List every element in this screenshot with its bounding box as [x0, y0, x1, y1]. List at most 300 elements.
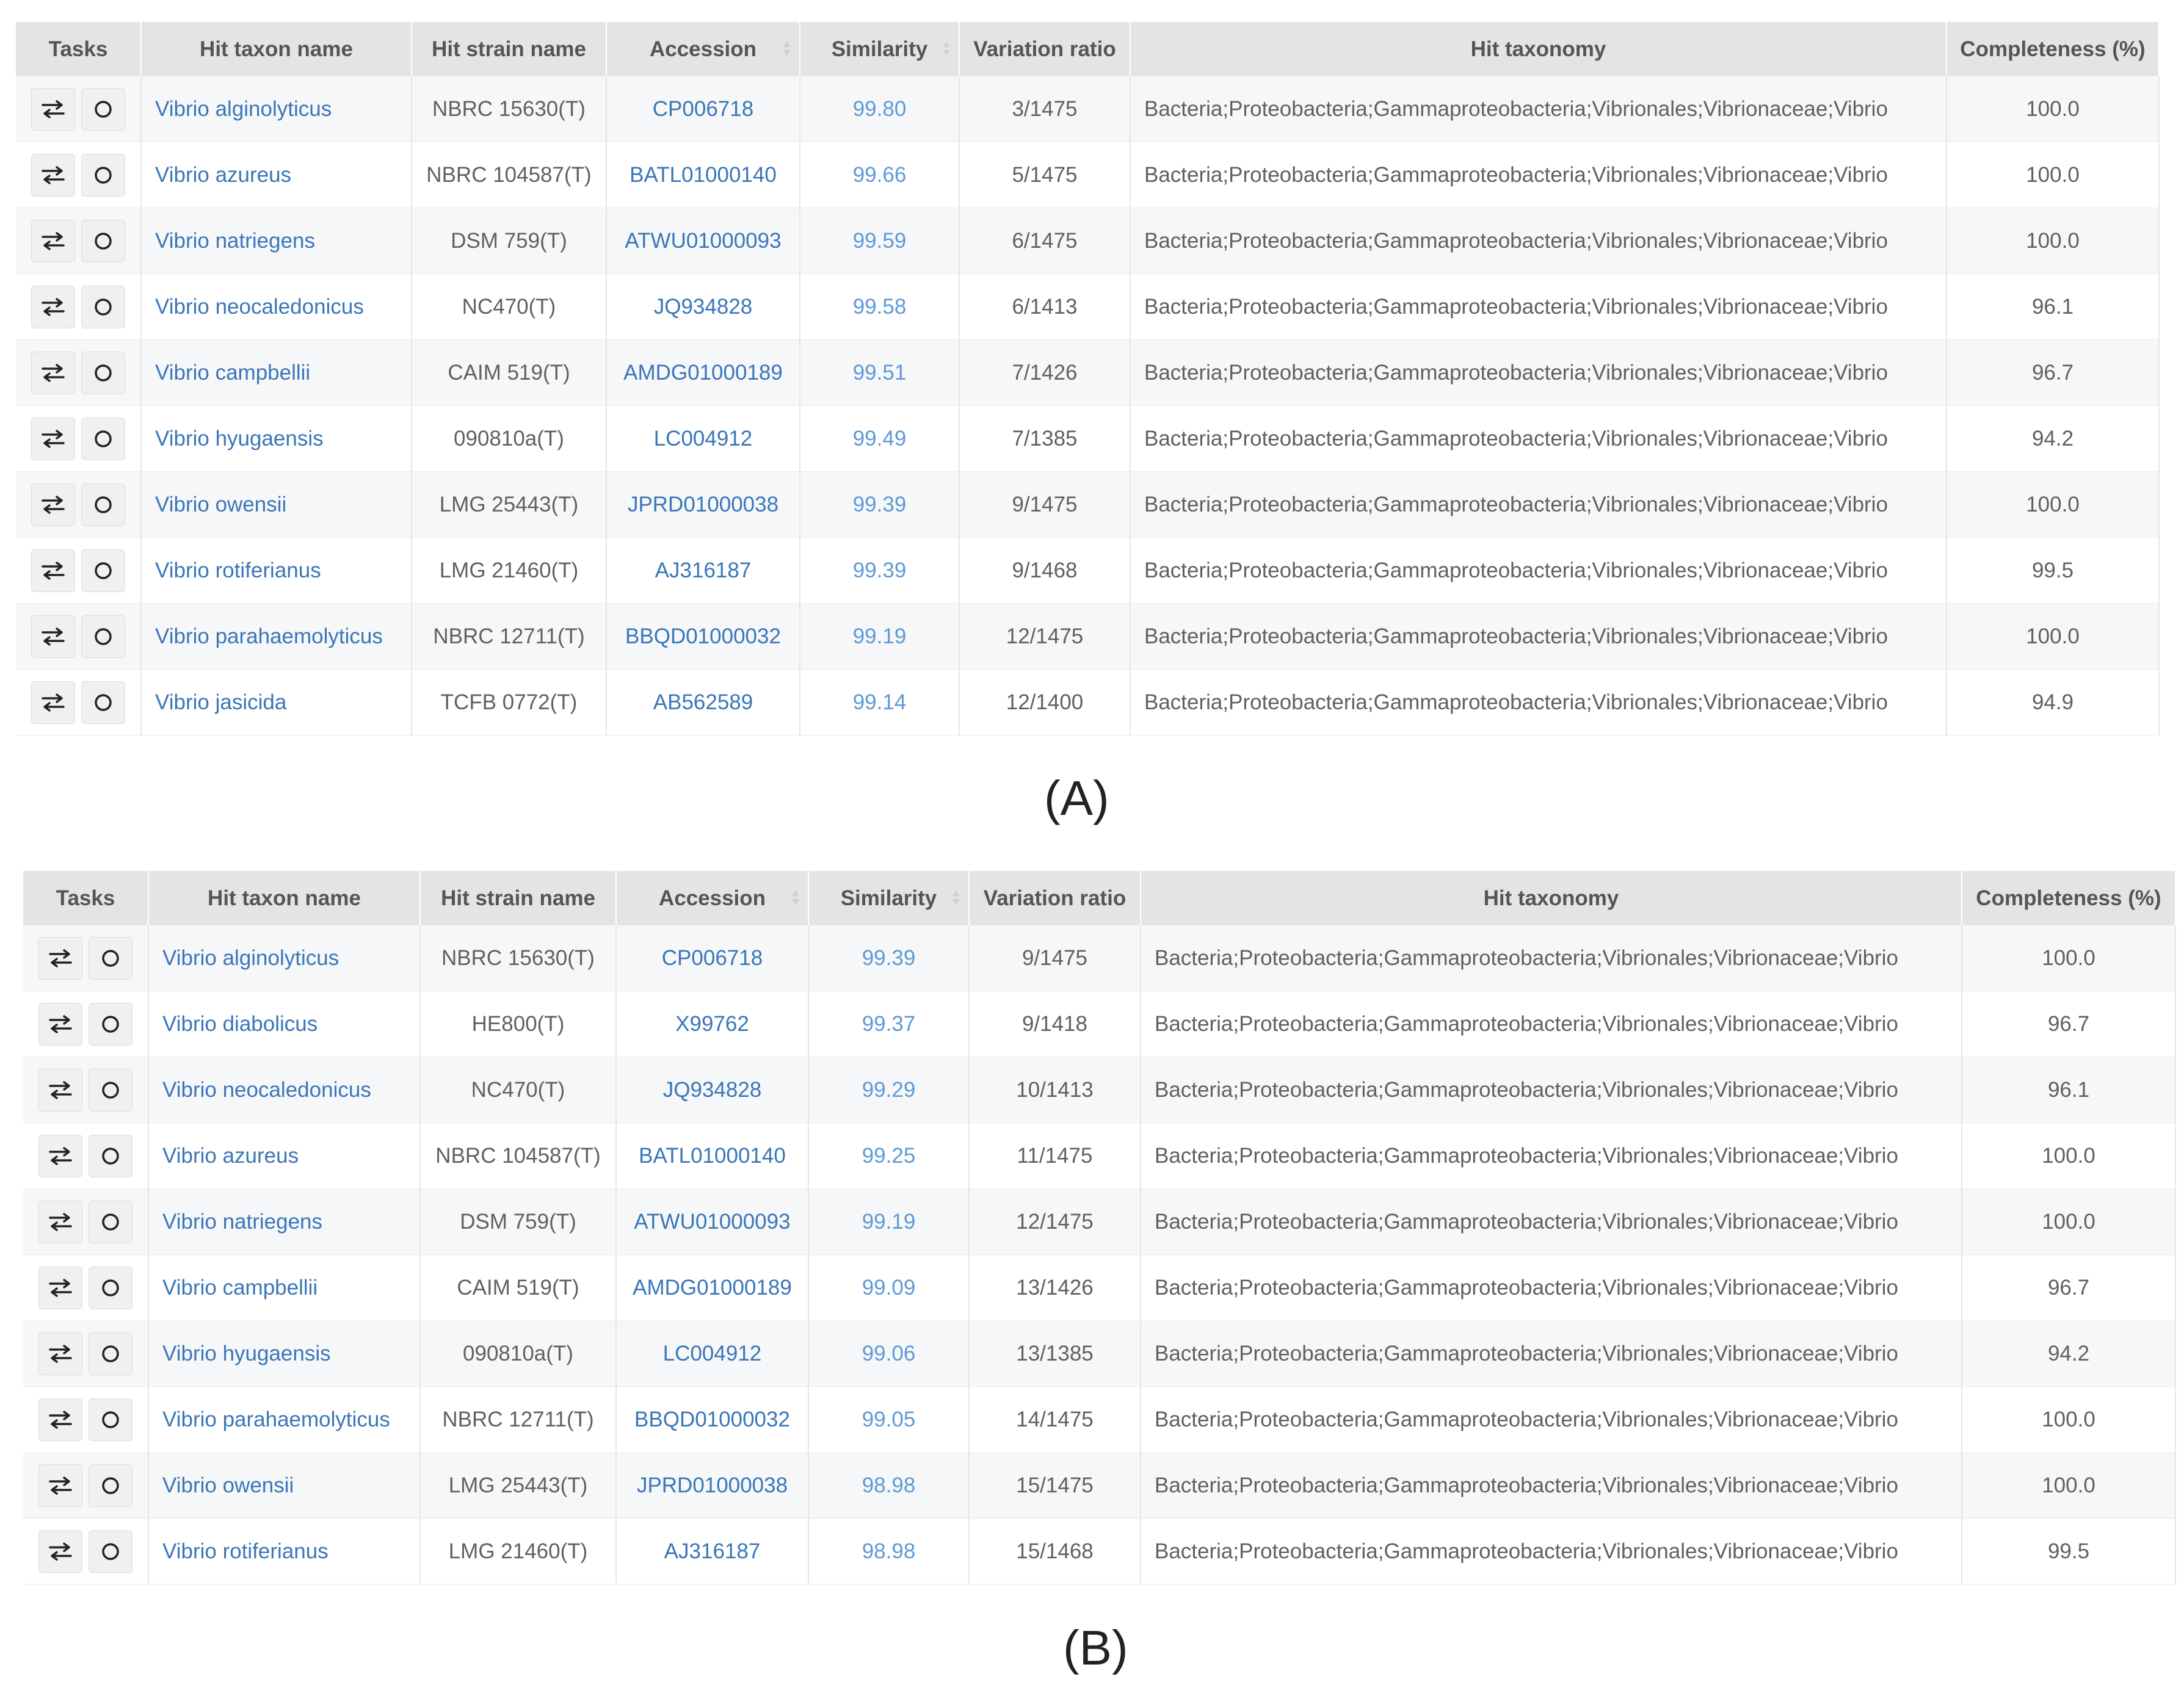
strain-cell: DSM 759(T)	[412, 208, 606, 274]
variation-cell: 3/1475	[959, 76, 1130, 142]
strain-cell: DSM 759(T)	[420, 1189, 616, 1255]
taxonomy-cell: Bacteria;Proteobacteria;Gammaproteobacteria;Vibrionales;Vibrionaceae;Vibrio	[1141, 1255, 1962, 1321]
variation-cell: 9/1418	[969, 991, 1141, 1057]
taxon-cell	[141, 340, 412, 406]
tasks-cell	[23, 1519, 148, 1585]
taxon-cell	[148, 1189, 420, 1255]
accession-cell	[616, 1519, 808, 1585]
accession-link[interactable]: AMDG01000189	[633, 1275, 792, 1300]
table-row	[23, 1387, 2175, 1453]
accession-cell	[606, 142, 800, 208]
table-row	[23, 1321, 2175, 1387]
taxon-cell	[141, 76, 412, 142]
col-header-taxonomy: Hit taxonomy	[1130, 22, 1946, 76]
completeness-cell: 100.0	[1946, 76, 2159, 142]
circle-select-icon	[93, 297, 114, 317]
variation-cell: 6/1475	[959, 208, 1130, 274]
swap-arrows-icon	[41, 99, 65, 119]
col-header-accession-label: Accession	[649, 37, 757, 61]
select-button[interactable]	[81, 88, 125, 131]
table-row	[16, 76, 2159, 142]
accession-link[interactable]: ATWU01000093	[625, 228, 782, 253]
swap-arrows-icon	[41, 165, 65, 185]
accession-cell	[606, 472, 800, 538]
table-row	[23, 1057, 2175, 1123]
swap-button[interactable]	[31, 418, 75, 460]
similarity-cell	[808, 1387, 969, 1453]
tasks-cell	[23, 925, 148, 991]
variation-cell: 14/1475	[969, 1387, 1141, 1453]
similarity-value: 99.59	[852, 228, 907, 253]
accession-link[interactable]: CP006718	[652, 96, 754, 121]
select-button[interactable]	[81, 681, 125, 724]
accession-cell	[606, 406, 800, 472]
variation-cell: 7/1385	[959, 406, 1130, 472]
select-button[interactable]	[81, 418, 125, 460]
swap-arrows-icon	[48, 1278, 73, 1298]
accession-link[interactable]: BATL01000140	[629, 162, 777, 187]
accession-link[interactable]: JPRD01000038	[636, 1473, 788, 1497]
table-row	[16, 472, 2159, 538]
swap-button[interactable]	[38, 1069, 82, 1112]
tasks-cell	[23, 1123, 148, 1189]
accession-cell	[606, 340, 800, 406]
circle-select-icon	[93, 692, 114, 713]
accession-cell	[606, 76, 800, 142]
taxonomy-cell: Bacteria;Proteobacteria;Gammaproteobacteria;Vibrionales;Vibrionaceae;Vibrio	[1141, 1453, 1962, 1519]
accession-link[interactable]: ATWU01000093	[634, 1209, 791, 1234]
accession-link[interactable]: AMDG01000189	[623, 360, 783, 385]
select-button[interactable]	[89, 1201, 132, 1243]
completeness-cell: 96.1	[1946, 274, 2159, 340]
taxon-link[interactable]: Vibrio rotiferianus	[155, 558, 321, 582]
taxonomy-cell: Bacteria;Proteobacteria;Gammaproteobacteria;Vibrionales;Vibrionaceae;Vibrio	[1130, 274, 1946, 340]
similarity-value: 99.29	[862, 1077, 916, 1102]
completeness-cell: 96.7	[1946, 340, 2159, 406]
variation-cell: 12/1475	[959, 604, 1130, 670]
accession-link[interactable]: BBQD01000032	[634, 1407, 790, 1431]
col-header-similarity[interactable]	[808, 871, 969, 925]
accession-cell	[616, 1387, 808, 1453]
select-button[interactable]	[89, 1003, 132, 1046]
strain-cell: NC470(T)	[412, 274, 606, 340]
accession-link[interactable]: X99762	[675, 1011, 749, 1036]
variation-cell: 7/1426	[959, 340, 1130, 406]
similarity-value: 99.37	[862, 1011, 916, 1036]
completeness-cell: 94.2	[1946, 406, 2159, 472]
taxonomy-cell: Bacteria;Proteobacteria;Gammaproteobacteria;Vibrionales;Vibrionaceae;Vibrio	[1130, 670, 1946, 736]
similarity-cell	[800, 538, 959, 604]
sort-icon[interactable]	[952, 889, 959, 908]
taxon-cell	[148, 1387, 420, 1453]
circle-select-icon	[100, 1014, 121, 1035]
taxonomy-cell: Bacteria;Proteobacteria;Gammaproteobacteria;Vibrionales;Vibrionaceae;Vibrio	[1141, 1123, 1962, 1189]
taxon-link[interactable]: Vibrio neocaledonicus	[162, 1077, 371, 1102]
similarity-cell	[808, 991, 969, 1057]
swap-button[interactable]	[38, 1332, 82, 1375]
strain-cell: NBRC 12711(T)	[412, 604, 606, 670]
strain-cell: CAIM 519(T)	[420, 1255, 616, 1321]
similarity-value: 99.49	[852, 426, 907, 450]
taxon-cell	[141, 208, 412, 274]
taxon-cell	[141, 604, 412, 670]
strain-cell: NBRC 12711(T)	[420, 1387, 616, 1453]
strain-cell: CAIM 519(T)	[412, 340, 606, 406]
similarity-value: 99.19	[862, 1209, 916, 1234]
accession-cell	[616, 1255, 808, 1321]
similarity-value: 99.39	[852, 558, 907, 582]
taxon-link[interactable]: Vibrio alginolyticus	[162, 945, 339, 970]
select-button[interactable]	[89, 1332, 132, 1375]
completeness-cell: 100.0	[1946, 208, 2159, 274]
table-row	[23, 1255, 2175, 1321]
similarity-cell	[800, 274, 959, 340]
strain-cell: NBRC 15630(T)	[420, 925, 616, 991]
accession-link[interactable]: JPRD01000038	[627, 492, 779, 516]
accession-cell	[606, 604, 800, 670]
tasks-cell	[16, 538, 141, 604]
select-button[interactable]	[81, 483, 125, 526]
circle-select-icon	[93, 494, 114, 515]
completeness-cell: 94.2	[1962, 1321, 2175, 1387]
taxon-cell	[141, 406, 412, 472]
accession-cell	[616, 991, 808, 1057]
header-row	[16, 22, 2159, 76]
table-row	[16, 208, 2159, 274]
col-header-completeness: Completeness (%)	[1962, 871, 2175, 925]
taxon-link[interactable]: Vibrio natriegens	[162, 1209, 323, 1234]
swap-arrows-icon	[48, 1476, 73, 1495]
circle-select-icon	[93, 231, 114, 251]
circle-select-icon	[100, 1475, 121, 1496]
taxon-link[interactable]: Vibrio azureus	[155, 162, 292, 187]
similarity-cell	[800, 340, 959, 406]
circle-select-icon	[93, 363, 114, 383]
swap-button[interactable]	[31, 220, 75, 262]
select-button[interactable]	[81, 286, 125, 328]
select-button[interactable]	[81, 220, 125, 262]
variation-cell: 6/1413	[959, 274, 1130, 340]
similarity-value: 99.14	[852, 690, 907, 714]
select-button[interactable]	[89, 1398, 132, 1441]
swap-arrows-icon	[41, 231, 65, 251]
select-button[interactable]	[81, 154, 125, 197]
strain-cell: LMG 25443(T)	[420, 1453, 616, 1519]
select-button[interactable]	[89, 1267, 132, 1309]
similarity-cell	[800, 670, 959, 736]
similarity-cell	[800, 604, 959, 670]
taxon-cell	[148, 1123, 420, 1189]
swap-arrows-icon	[48, 1080, 73, 1100]
swap-button[interactable]	[38, 1267, 82, 1309]
tasks-cell	[16, 274, 141, 340]
accession-link[interactable]: LC004912	[653, 426, 753, 450]
strain-cell: LMG 25443(T)	[412, 472, 606, 538]
tasks-cell	[16, 670, 141, 736]
completeness-cell: 100.0	[1962, 1123, 2175, 1189]
completeness-cell: 99.5	[1962, 1519, 2175, 1585]
tasks-cell	[16, 142, 141, 208]
accession-cell	[606, 670, 800, 736]
col-header-variation: Variation ratio	[959, 22, 1130, 76]
tasks-cell	[16, 340, 141, 406]
accession-cell	[616, 1453, 808, 1519]
circle-select-icon	[100, 1146, 121, 1166]
swap-button[interactable]	[31, 88, 75, 131]
accession-cell	[616, 1189, 808, 1255]
panel-caption-b: (B)	[1063, 1621, 1128, 1675]
col-header-variation: Variation ratio	[969, 871, 1141, 925]
swap-button[interactable]	[38, 937, 82, 980]
swap-button[interactable]	[38, 1201, 82, 1243]
variation-cell: 5/1475	[959, 142, 1130, 208]
similarity-value: 99.06	[862, 1341, 916, 1365]
accession-link[interactable]: JQ934828	[653, 294, 753, 319]
similarity-cell	[800, 406, 959, 472]
swap-button[interactable]	[38, 1464, 82, 1507]
col-header-accession[interactable]	[606, 22, 800, 76]
taxon-link[interactable]: Vibrio alginolyticus	[155, 96, 332, 121]
tasks-cell	[16, 472, 141, 538]
select-button[interactable]	[81, 549, 125, 592]
circle-select-icon	[93, 560, 114, 581]
similarity-value: 99.39	[852, 492, 907, 516]
taxon-cell	[148, 1519, 420, 1585]
select-button[interactable]	[81, 352, 125, 394]
swap-arrows-icon	[41, 495, 65, 515]
col-header-similarity-label: Similarity	[831, 37, 928, 61]
taxon-cell	[148, 1321, 420, 1387]
swap-arrows-icon	[41, 627, 65, 646]
taxon-cell	[148, 991, 420, 1057]
taxon-link[interactable]: Vibrio natriegens	[155, 228, 316, 253]
taxon-link[interactable]: Vibrio campbellii	[155, 360, 311, 385]
taxonomy-cell: Bacteria;Proteobacteria;Gammaproteobacteria;Vibrionales;Vibrionaceae;Vibrio	[1130, 76, 1946, 142]
select-button[interactable]	[89, 937, 132, 980]
tasks-cell	[23, 1321, 148, 1387]
select-button[interactable]	[81, 615, 125, 658]
circle-select-icon	[100, 1409, 121, 1430]
results-table	[23, 871, 2176, 1585]
taxon-link[interactable]: Vibrio rotiferianus	[162, 1539, 328, 1563]
tasks-cell	[23, 1057, 148, 1123]
col-header-taxon: Hit taxon name	[148, 871, 420, 925]
taxon-link[interactable]: Vibrio parahaemolyticus	[162, 1407, 390, 1431]
swap-button[interactable]	[31, 681, 75, 724]
accession-link[interactable]: BATL01000140	[639, 1143, 786, 1168]
similarity-cell	[800, 472, 959, 538]
similarity-cell	[808, 1057, 969, 1123]
variation-cell: 13/1426	[969, 1255, 1141, 1321]
strain-cell: NBRC 104587(T)	[420, 1123, 616, 1189]
swap-button[interactable]	[38, 1398, 82, 1441]
taxon-cell	[141, 472, 412, 538]
swap-button[interactable]	[38, 1530, 82, 1573]
circle-select-icon	[100, 1343, 121, 1364]
similarity-cell	[800, 142, 959, 208]
table-body	[16, 76, 2159, 736]
accession-cell	[606, 274, 800, 340]
swap-button[interactable]	[31, 154, 75, 197]
circle-select-icon	[93, 626, 114, 647]
completeness-cell: 100.0	[1962, 1189, 2175, 1255]
accession-cell	[616, 925, 808, 991]
variation-cell: 9/1475	[969, 925, 1141, 991]
tasks-cell	[23, 991, 148, 1057]
completeness-cell: 100.0	[1962, 1387, 2175, 1453]
completeness-cell: 100.0	[1962, 925, 2175, 991]
similarity-cell	[808, 1255, 969, 1321]
strain-cell: TCFB 0772(T)	[412, 670, 606, 736]
taxonomy-cell: Bacteria;Proteobacteria;Gammaproteobacteria;Vibrionales;Vibrionaceae;Vibrio	[1141, 1189, 1962, 1255]
taxonomy-cell: Bacteria;Proteobacteria;Gammaproteobacteria;Vibrionales;Vibrionaceae;Vibrio	[1130, 208, 1946, 274]
similarity-cell	[808, 1453, 969, 1519]
swap-button[interactable]	[38, 1003, 82, 1046]
table-row	[23, 1519, 2175, 1585]
table-row	[23, 1453, 2175, 1519]
circle-select-icon	[100, 1212, 121, 1232]
accession-link[interactable]: LC004912	[662, 1341, 762, 1365]
circle-select-icon	[100, 1541, 121, 1562]
similarity-cell	[808, 1321, 969, 1387]
similarity-cell	[808, 1189, 969, 1255]
taxonomy-cell: Bacteria;Proteobacteria;Gammaproteobacteria;Vibrionales;Vibrionaceae;Vibrio	[1130, 142, 1946, 208]
table-row	[16, 406, 2159, 472]
circle-select-icon	[100, 1080, 121, 1101]
table-row	[16, 142, 2159, 208]
taxon-cell	[141, 274, 412, 340]
similarity-value: 99.58	[852, 294, 907, 319]
circle-select-icon	[100, 1278, 121, 1298]
accession-link[interactable]: JQ934828	[662, 1077, 762, 1102]
swap-arrows-icon	[41, 693, 65, 712]
swap-button[interactable]	[31, 549, 75, 592]
accession-link[interactable]: AJ316187	[655, 558, 752, 582]
accession-link[interactable]: AJ316187	[664, 1539, 761, 1563]
table-row	[23, 1123, 2175, 1189]
similarity-value: 99.39	[862, 945, 916, 970]
taxon-cell	[141, 670, 412, 736]
col-header-completeness: Completeness (%)	[1946, 22, 2159, 76]
col-header-strain: Hit strain name	[412, 22, 606, 76]
sort-icon[interactable]	[792, 889, 798, 908]
completeness-cell: 96.7	[1962, 991, 2175, 1057]
taxon-link[interactable]: Vibrio azureus	[162, 1143, 299, 1168]
similarity-value: 99.51	[852, 360, 907, 385]
completeness-cell: 100.0	[1946, 604, 2159, 670]
taxon-link[interactable]: Vibrio hyugaensis	[162, 1341, 331, 1365]
taxonomy-cell: Bacteria;Proteobacteria;Gammaproteobacteria;Vibrionales;Vibrionaceae;Vibrio	[1130, 538, 1946, 604]
similarity-cell	[808, 925, 969, 991]
similarity-value: 98.98	[862, 1539, 916, 1563]
select-button[interactable]	[89, 1135, 132, 1177]
col-header-accession[interactable]	[616, 871, 808, 925]
taxonomy-cell: Bacteria;Proteobacteria;Gammaproteobacteria;Vibrionales;Vibrionaceae;Vibrio	[1141, 1519, 1962, 1585]
taxonomy-cell: Bacteria;Proteobacteria;Gammaproteobacteria;Vibrionales;Vibrionaceae;Vibrio	[1141, 991, 1962, 1057]
results-table	[16, 22, 2160, 736]
swap-button[interactable]	[31, 483, 75, 526]
strain-cell: NBRC 104587(T)	[412, 142, 606, 208]
circle-select-icon	[93, 99, 114, 120]
swap-button[interactable]	[31, 286, 75, 328]
accession-link[interactable]: CP006718	[661, 945, 763, 970]
taxon-cell	[148, 1057, 420, 1123]
swap-arrows-icon	[41, 363, 65, 383]
circle-select-icon	[93, 428, 114, 449]
taxon-link[interactable]: Vibrio parahaemolyticus	[155, 624, 383, 648]
table-body	[23, 925, 2175, 1585]
select-button[interactable]	[89, 1530, 132, 1573]
taxon-cell	[141, 142, 412, 208]
results-panel-a	[16, 22, 2159, 736]
table-row	[23, 991, 2175, 1057]
completeness-cell: 100.0	[1962, 1453, 2175, 1519]
accession-cell	[616, 1057, 808, 1123]
taxon-link[interactable]: Vibrio diabolicus	[162, 1011, 318, 1036]
similarity-value: 98.98	[862, 1473, 916, 1497]
taxon-link[interactable]: Vibrio neocaledonicus	[155, 294, 364, 319]
tasks-cell	[16, 406, 141, 472]
taxon-link[interactable]: Vibrio hyugaensis	[155, 426, 324, 450]
col-header-strain: Hit strain name	[420, 871, 616, 925]
swap-arrows-icon	[48, 1344, 73, 1364]
col-header-similarity-label: Similarity	[840, 886, 937, 910]
sort-icon[interactable]	[783, 40, 789, 59]
select-button[interactable]	[89, 1069, 132, 1112]
sort-icon[interactable]	[943, 40, 949, 59]
strain-cell: NBRC 15630(T)	[412, 76, 606, 142]
taxonomy-cell: Bacteria;Proteobacteria;Gammaproteobacteria;Vibrionales;Vibrionaceae;Vibrio	[1141, 1387, 1962, 1453]
tasks-cell	[23, 1255, 148, 1321]
strain-cell: 090810a(T)	[412, 406, 606, 472]
accession-link[interactable]: AB562589	[653, 690, 753, 714]
taxon-link[interactable]: Vibrio owensii	[155, 492, 287, 516]
similarity-value: 99.19	[852, 624, 907, 648]
variation-cell: 12/1475	[969, 1189, 1141, 1255]
taxon-link[interactable]: Vibrio jasicida	[155, 690, 287, 714]
variation-cell: 11/1475	[969, 1123, 1141, 1189]
strain-cell: HE800(T)	[420, 991, 616, 1057]
variation-cell: 13/1385	[969, 1321, 1141, 1387]
col-header-similarity[interactable]	[800, 22, 959, 76]
taxon-link[interactable]: Vibrio owensii	[162, 1473, 294, 1497]
circle-select-icon	[100, 948, 121, 969]
taxonomy-cell: Bacteria;Proteobacteria;Gammaproteobacteria;Vibrionales;Vibrionaceae;Vibrio	[1141, 1321, 1962, 1387]
accession-link[interactable]: BBQD01000032	[625, 624, 781, 648]
taxonomy-cell: Bacteria;Proteobacteria;Gammaproteobacteria;Vibrionales;Vibrionaceae;Vibrio	[1141, 925, 1962, 991]
swap-button[interactable]	[31, 352, 75, 394]
completeness-cell: 96.1	[1962, 1057, 2175, 1123]
swap-button[interactable]	[38, 1135, 82, 1177]
taxon-cell	[141, 538, 412, 604]
taxon-link[interactable]: Vibrio campbellii	[162, 1275, 318, 1300]
col-header-taxon: Hit taxon name	[141, 22, 412, 76]
accession-cell	[606, 208, 800, 274]
tasks-cell	[23, 1387, 148, 1453]
completeness-cell: 100.0	[1946, 142, 2159, 208]
header-row	[23, 871, 2175, 925]
strain-cell: LMG 21460(T)	[420, 1519, 616, 1585]
col-header-accession-label: Accession	[658, 886, 766, 910]
swap-button[interactable]	[31, 615, 75, 658]
tasks-cell	[16, 76, 141, 142]
select-button[interactable]	[89, 1464, 132, 1507]
table-row	[16, 340, 2159, 406]
similarity-cell	[808, 1123, 969, 1189]
table-row	[23, 1189, 2175, 1255]
circle-select-icon	[93, 165, 114, 186]
accession-cell	[616, 1123, 808, 1189]
